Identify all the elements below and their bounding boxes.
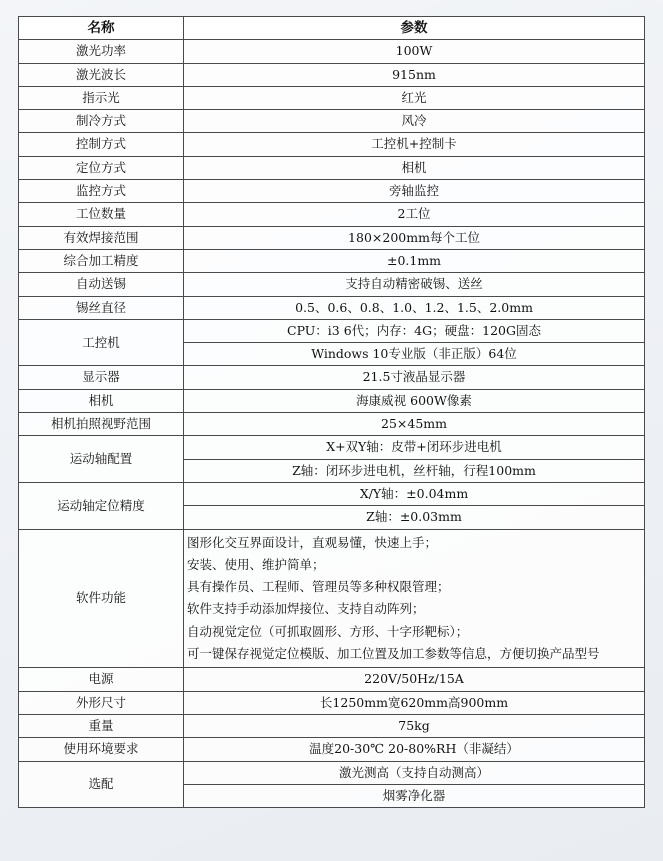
spec-name: 制冷方式 [19, 110, 184, 133]
table-row [19, 110, 645, 133]
table-row [19, 389, 645, 412]
spec-name: 选配 [19, 761, 184, 808]
spec-name: 外形尺寸 [19, 691, 184, 714]
spec-value: 915nm [184, 63, 645, 86]
table-row [19, 668, 645, 691]
table-row [19, 296, 645, 319]
table-row [19, 226, 645, 249]
spec-value: 激光测高（支持自动测高） [184, 761, 645, 784]
spec-table [18, 16, 645, 808]
spec-name: 工位数量 [19, 203, 184, 226]
table-row [19, 366, 645, 389]
software-feature-line: 具有操作员、工程师、管理员等多种权限管理； [187, 579, 450, 595]
spec-value: 220V/50Hz/15A [184, 668, 645, 691]
table-row [19, 63, 645, 86]
spec-value: 相机 [184, 156, 645, 179]
spec-name: 使用环境要求 [19, 738, 184, 761]
spec-value: 长1250mm宽620mm高900mm [184, 691, 645, 714]
table-row [19, 319, 645, 342]
spec-name: 有效焊接范围 [19, 226, 184, 249]
spec-value: X+双Y轴：皮带+闭环步进电机 [184, 436, 645, 459]
spec-value: 0.5、0.6、0.8、1.0、1.2、1.5、2.0mm [184, 296, 645, 319]
spec-name: 监控方式 [19, 180, 184, 203]
spec-name: 定位方式 [19, 156, 184, 179]
spec-name: 自动送锡 [19, 273, 184, 296]
spec-value: 温度20-30℃ 20-80%RH（非凝结） [184, 738, 645, 761]
spec-value: 海康威视 600W像素 [184, 389, 645, 412]
spec-value: 2工位 [184, 203, 645, 226]
table-header-row [19, 17, 645, 40]
spec-name: 激光波长 [19, 63, 184, 86]
table-row-software [19, 529, 645, 668]
spec-table-body [19, 40, 645, 808]
spec-name: 运动轴配置 [19, 436, 184, 483]
spec-value: Windows 10专业版（非正版）64位 [184, 343, 645, 366]
spec-name: 重量 [19, 714, 184, 737]
table-row [19, 249, 645, 272]
spec-value: Z轴：±0.03mm [184, 506, 645, 529]
spec-value: 75kg [184, 714, 645, 737]
header-name: 名称 [19, 17, 184, 40]
spec-value: ±0.1mm [184, 249, 645, 272]
spec-value: 风冷 [184, 110, 645, 133]
spec-name: 显示器 [19, 366, 184, 389]
software-features [184, 529, 645, 668]
table-row [19, 203, 645, 226]
table-row [19, 133, 645, 156]
spec-value: 25×45mm [184, 413, 645, 436]
table-row [19, 180, 645, 203]
spec-value: 21.5寸液晶显示器 [184, 366, 645, 389]
software-feature-line: 可一键保存视觉定位模版、加工位置及加工参数等信息，方便切换产品型号 [187, 646, 600, 662]
spec-value: 烟雾净化器 [184, 784, 645, 807]
spec-value: 100W [184, 40, 645, 63]
spec-name: 相机 [19, 389, 184, 412]
software-feature-line: 自动视觉定位（可抓取圆形、方形、十字形靶标）； [187, 623, 469, 639]
spec-value: 工控机+控制卡 [184, 133, 645, 156]
spec-name: 运动轴定位精度 [19, 482, 184, 529]
spec-value: Z轴：闭环步进电机，丝杆轴，行程100mm [184, 459, 645, 482]
spec-name: 工控机 [19, 319, 184, 366]
table-row [19, 156, 645, 179]
spec-value: CPU：i3 6代；内存：4G；硬盘：120G固态 [184, 319, 645, 342]
software-feature-line: 图形化交互界面设计，直观易懂，快速上手； [187, 534, 438, 550]
spec-value: 180×200mm每个工位 [184, 226, 645, 249]
spec-name: 指示光 [19, 86, 184, 109]
table-row [19, 691, 645, 714]
spec-name: 电源 [19, 668, 184, 691]
table-row [19, 761, 645, 784]
spec-value: X/Y轴：±0.04mm [184, 482, 645, 505]
spec-name: 软件功能 [19, 529, 184, 668]
spec-name: 综合加工精度 [19, 249, 184, 272]
spec-name: 激光功率 [19, 40, 184, 63]
spec-value: 旁轴监控 [184, 180, 645, 203]
spec-value: 红光 [184, 86, 645, 109]
table-row [19, 436, 645, 459]
table-row [19, 273, 645, 296]
spec-sheet [18, 16, 644, 808]
spec-name: 控制方式 [19, 133, 184, 156]
spec-name: 相机拍照视野范围 [19, 413, 184, 436]
table-row [19, 413, 645, 436]
table-row [19, 40, 645, 63]
table-row [19, 714, 645, 737]
software-feature-line: 安装、使用、维护简单； [187, 556, 325, 572]
table-row [19, 738, 645, 761]
software-feature-line: 软件支持手动添加焊接位、支持自动阵列； [187, 601, 425, 617]
header-param: 参数 [184, 17, 645, 40]
table-row [19, 86, 645, 109]
spec-value: 支持自动精密破锡、送丝 [184, 273, 645, 296]
spec-name: 锡丝直径 [19, 296, 184, 319]
table-row [19, 482, 645, 505]
